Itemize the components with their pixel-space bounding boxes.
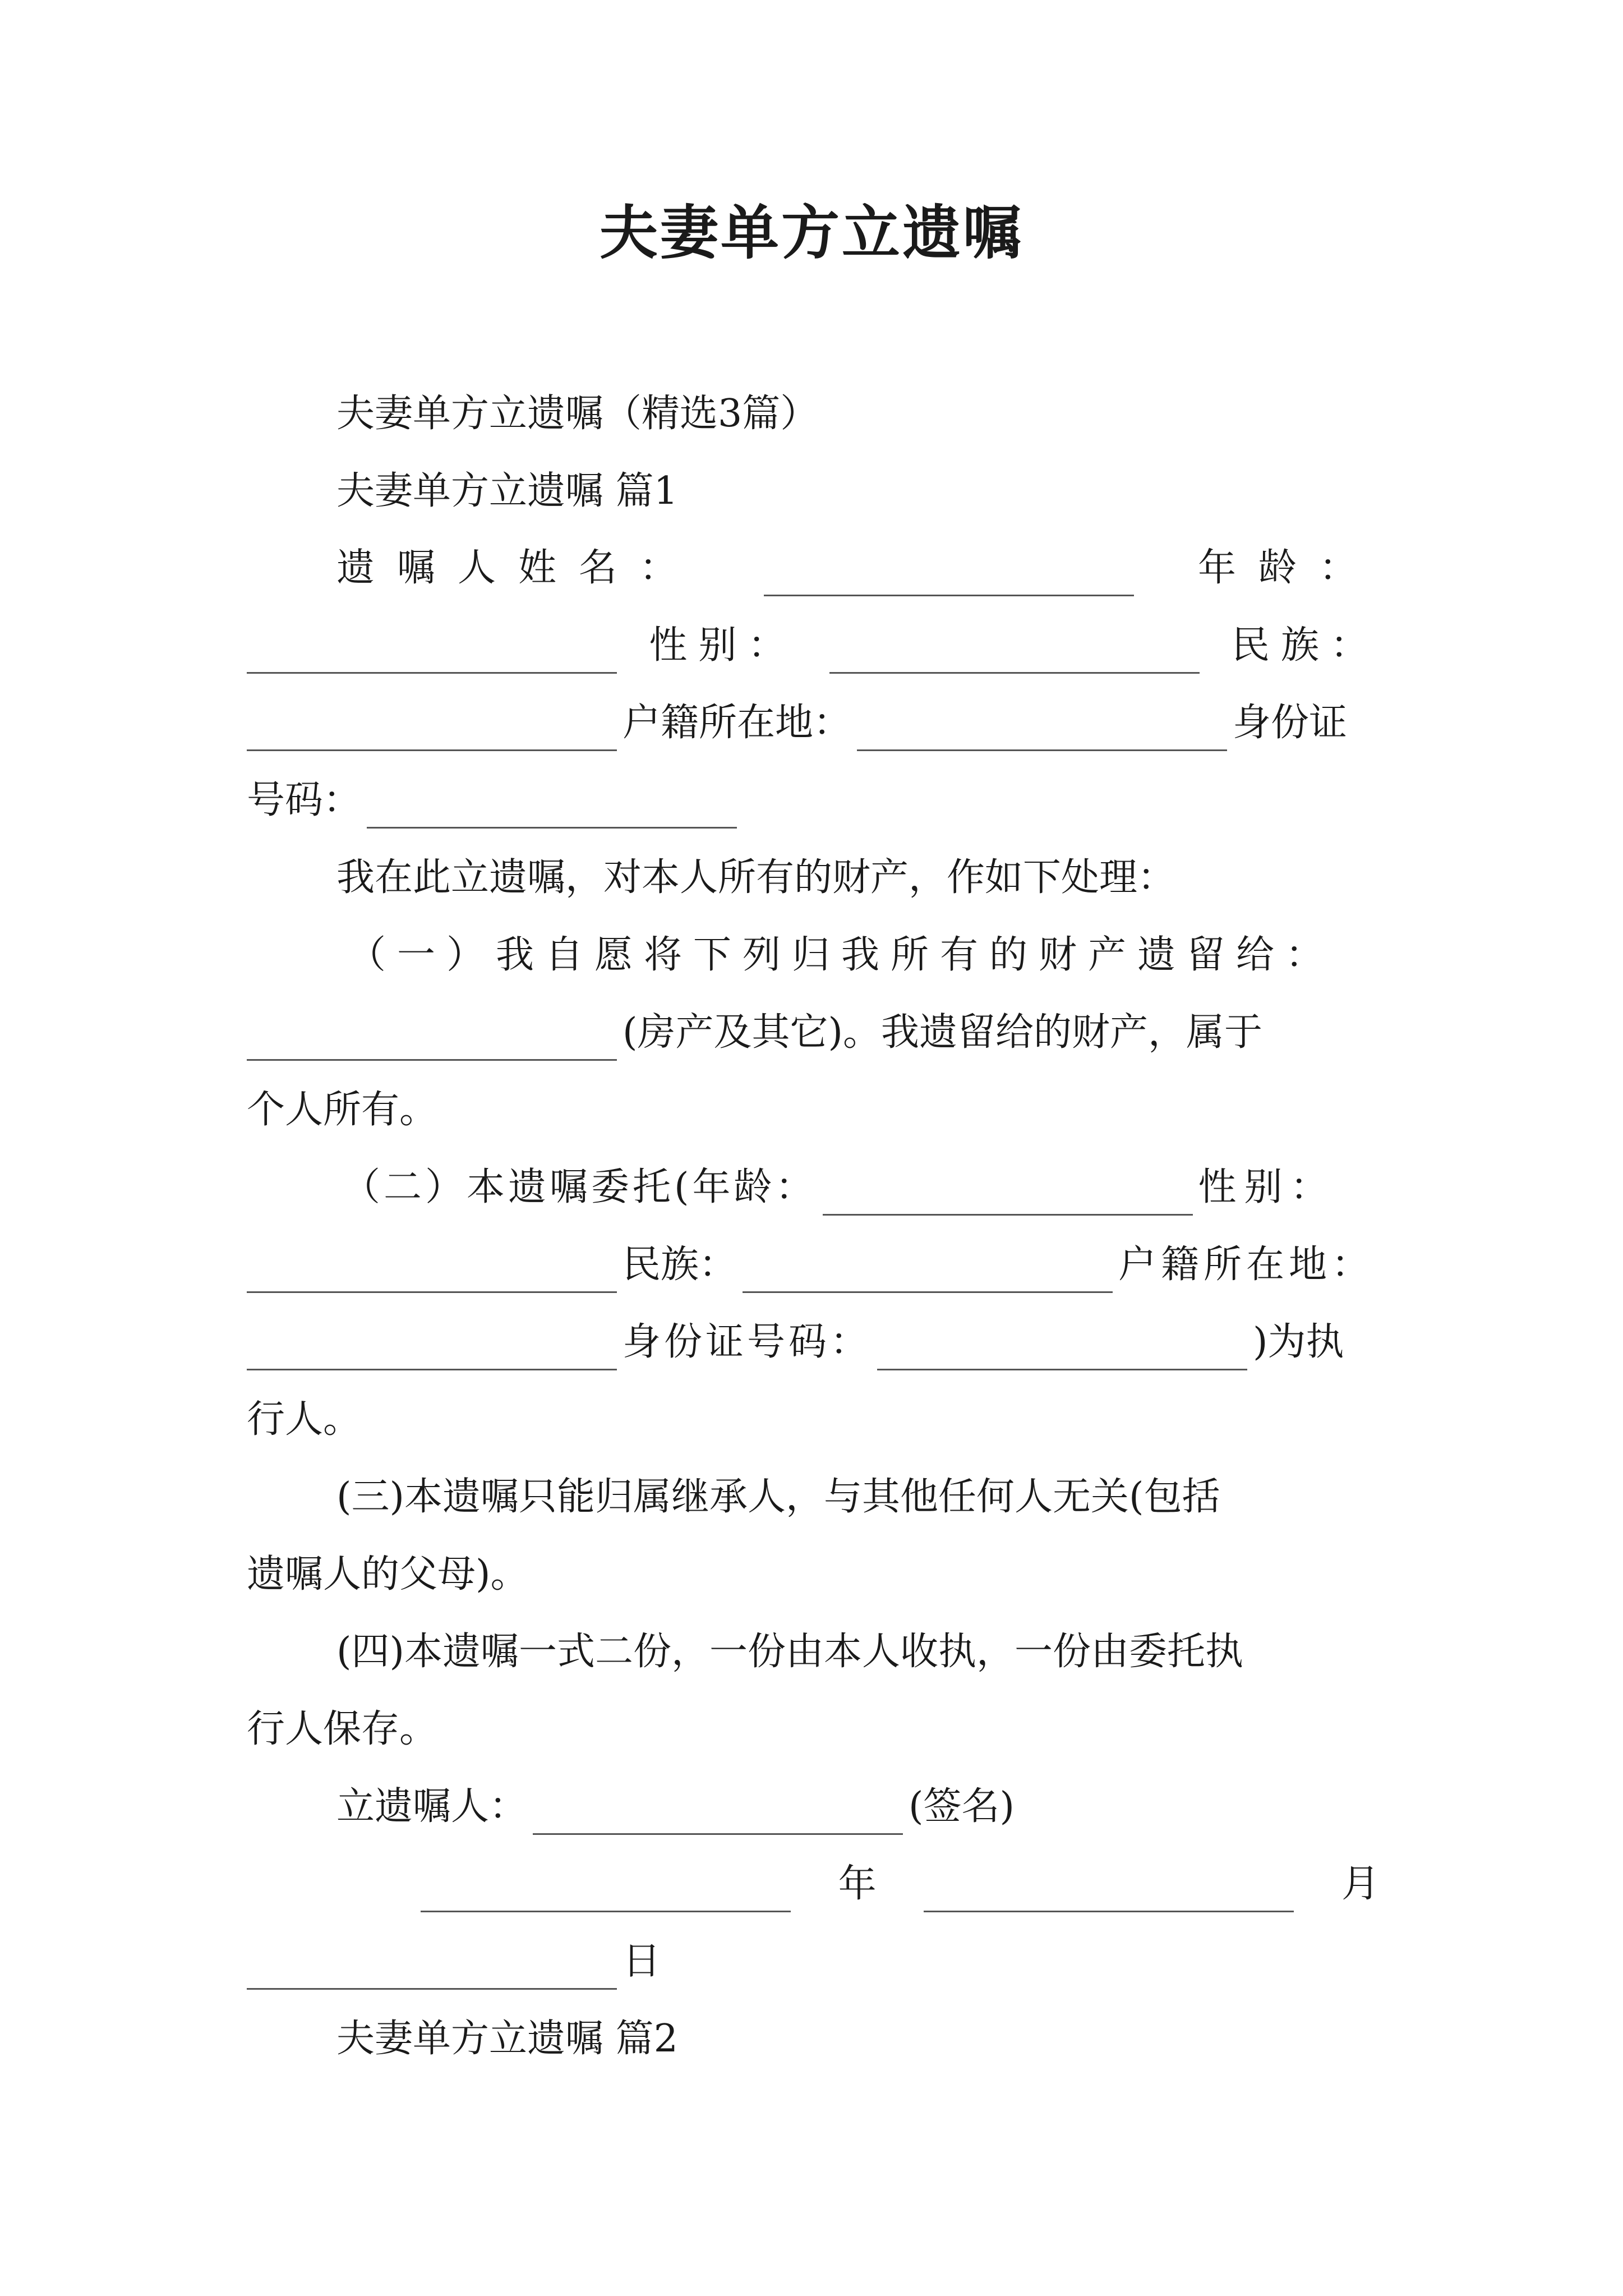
section-heading-2: 夫妻单方立遗嘱 篇2 — [336, 2017, 678, 2061]
clause2-line4: 行人。 — [247, 1397, 362, 1442]
id-label-part1: 身份证 — [1233, 701, 1348, 745]
executor-age-blank — [823, 1175, 1193, 1216]
executor-id-blank — [877, 1329, 1247, 1370]
clause2-gender-label: 性别： — [1198, 1165, 1336, 1209]
id-label-part2: 号码： — [247, 778, 362, 822]
clause4-line1: (四)本遗嘱一式二份，一份由本人收执，一份由委托执 — [336, 1630, 1244, 1674]
clause2-line2 — [247, 1237, 1380, 1293]
clause3-line1: (三)本遗嘱只能归属继承人，与其他任何人无关(包括 — [336, 1475, 1220, 1519]
clause2-line3 — [247, 1314, 1380, 1370]
ethnicity-blank — [247, 710, 617, 751]
executor-residence-blank — [247, 1329, 617, 1370]
residence-blank — [857, 710, 1227, 751]
day-line — [247, 1934, 1380, 1990]
subtitle: 夫妻单方立遗嘱（精选3篇） — [336, 392, 819, 436]
ethnicity-label: 民族： — [1231, 623, 1380, 668]
residence-line — [247, 695, 1380, 751]
clause2-line1 — [342, 1159, 1380, 1216]
document-title: 夫妻单方立遗嘱 — [599, 198, 1023, 267]
clause4-line2: 行人保存。 — [247, 1707, 438, 1751]
gender-ethnicity-line — [247, 618, 1380, 674]
gender-label: 性别： — [649, 623, 797, 668]
intro-text: 我在此立遗嘱，对本人所有的财产，作如下处理： — [336, 855, 1176, 900]
clause3-line2: 遗嘱人的父母)。 — [247, 1552, 529, 1596]
clause2-ethnicity-label: 民族： — [623, 1243, 737, 1287]
signature-blank — [533, 1794, 903, 1835]
id-number-blank — [367, 788, 737, 829]
id-number-line — [247, 772, 1380, 829]
testator-name-line — [336, 540, 1380, 596]
year-label: 年 — [838, 1862, 877, 1906]
clause2-residence-label: 户籍所在地： — [1118, 1243, 1375, 1287]
clause2-line1-prefix: （二）本遗嘱委托(年龄： — [342, 1165, 817, 1209]
residence-label: 户籍所在地： — [623, 701, 852, 745]
day-label: 日 — [623, 1939, 661, 1984]
month-label: 月 — [1341, 1862, 1380, 1906]
property-blank — [247, 1020, 617, 1061]
clause1-line3: 个人所有。 — [247, 1088, 438, 1132]
gender-blank — [829, 633, 1200, 674]
clause2-line3-suffix: )为执 — [1253, 1320, 1344, 1364]
month-blank — [924, 1871, 1294, 1912]
age-blank — [247, 633, 617, 674]
signature-line — [336, 1779, 1380, 1835]
name-blank — [764, 555, 1134, 596]
section-heading-1: 夫妻单方立遗嘱 篇1 — [336, 469, 678, 513]
clause2-id-label: 身份证号码： — [623, 1320, 872, 1364]
day-blank — [247, 1949, 617, 1990]
date-line — [421, 1856, 1380, 1912]
age-label: 年龄： — [1197, 546, 1380, 590]
executor-ethnicity-blank — [743, 1252, 1113, 1293]
signature-note: (签名) — [909, 1784, 1015, 1829]
name-label: 遗嘱人姓名： — [336, 546, 700, 590]
clause1-line2 — [247, 1005, 1380, 1061]
executor-gender-blank — [247, 1252, 617, 1293]
clause1-line1: （一）我自愿将下列归我所有的财产遗留给： — [348, 933, 1335, 977]
year-blank — [421, 1871, 791, 1912]
signature-label: 立遗嘱人： — [336, 1784, 528, 1829]
clause1-line2-text: (房产及其它)。我遗留给的财产，属于 — [623, 1010, 1263, 1055]
